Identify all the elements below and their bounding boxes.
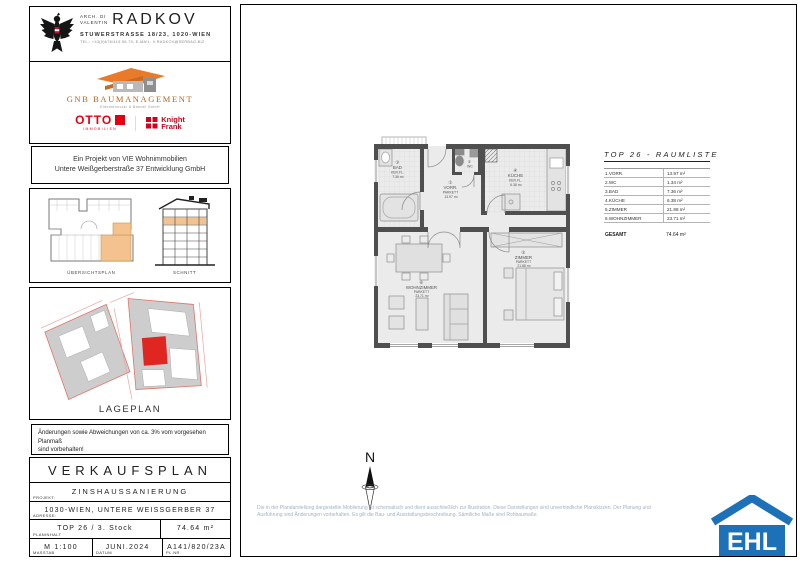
sofa <box>444 294 468 340</box>
title-block <box>29 457 231 557</box>
knight-frank-glyph <box>146 117 158 129</box>
section-diagram <box>153 195 217 267</box>
room-list-total: GESAMT 74.64 m² <box>605 232 686 238</box>
room-label-kueche: ④ KÜCHE KER.FL. 6.38 m² <box>507 168 524 187</box>
room-list-title: TOP 26 - RAUMLISTE <box>604 150 710 162</box>
gnb-logo-subtitle: Eldemanovski & Bandel GmbH <box>100 105 160 109</box>
project-note-line1: Ein Projekt von VIE Wohnimmobilien <box>73 156 187 163</box>
wc-cistern <box>455 148 464 155</box>
scale-value: M 1:100 <box>44 543 78 551</box>
otto-red-square <box>115 115 125 125</box>
title-block-address-row: ADRESSE: 1030-WIEN, UNTERE WEISSGERBER 37 <box>30 501 230 520</box>
room-list-row: 4.KÜCHE 6.38 m² <box>604 196 710 205</box>
kitchen-sink <box>550 158 563 168</box>
architect-contact: TEL.: +43(0)676/415 56 75, E-MAIL: V.RADKOV@SERBAG.BIZ <box>80 40 205 44</box>
room-label-vorraum: ① VORR. PARKETT 13.97 m² <box>442 180 459 199</box>
nightstand <box>504 310 513 320</box>
pillow <box>554 272 562 290</box>
toilet <box>456 156 464 166</box>
wc-sink <box>470 148 478 157</box>
dining-table <box>396 244 442 272</box>
room-list-row: 1.VORR. 13.97 m² <box>604 169 710 178</box>
project-note-line2: Untere Weißgerberstraße 37 Entwicklung GmbH <box>54 166 206 173</box>
overview-plan-label: ÜBERSICHTSPLAN <box>67 270 116 275</box>
plan-content-value: TOP 26 / 3. Stock <box>57 525 133 533</box>
austrian-eagle-emblem <box>38 12 76 58</box>
room-list <box>604 150 719 238</box>
ehl-logo <box>711 495 793 557</box>
nightstand <box>504 268 513 278</box>
balcony <box>382 137 426 145</box>
armchair <box>389 296 404 309</box>
gnb-logo-text: GNB BAUMANAGEMENT <box>66 94 194 104</box>
site-plan-label: LAGEPLAN <box>98 404 162 415</box>
north-label: N <box>364 449 376 465</box>
floor-plan <box>374 136 570 354</box>
total-area-value: 74.64 m² <box>176 525 215 533</box>
kitchen-counter <box>547 148 566 211</box>
knight-frank-logo: Knight Frank <box>135 116 185 131</box>
coffee-table <box>416 298 428 330</box>
address-value: 1030-WIEN, UNTERE WEISSGERBER 37 <box>44 506 216 514</box>
room-label-wc: ② WC <box>467 160 473 169</box>
ehl-logo-text: EHL <box>727 528 777 556</box>
developer-logo-panel <box>29 61 231 144</box>
site-plan-drawing <box>31 288 229 404</box>
architect-header <box>29 6 231 62</box>
change-note: Änderungen sowie Abweichungen von ca. 3% vom vorgesehen Planmaß sind vorbehalten! <box>31 424 229 455</box>
room-list-row: 3.BAD 7.36 m² <box>604 187 710 196</box>
title-block-meta-row: MASSTAB M 1:100 DATUM JUNI.2024 PL.NR. A141/820/23A <box>30 538 230 557</box>
room-list-row: 5.ZIMMER 21.88 m² <box>604 205 710 214</box>
project-note <box>31 146 229 184</box>
bathtub <box>380 194 418 221</box>
project-value: ZINSHAUSSANIERUNG <box>71 487 189 497</box>
otto-immobilien-logo: OTTO IMMOBILIEN <box>75 115 125 131</box>
north-compass <box>352 449 388 511</box>
site-plan-panel <box>29 287 231 420</box>
room-list-row: 6.WOHNZIMMER 23.71 m² <box>604 214 710 223</box>
armchair <box>389 316 404 329</box>
title-block-project-row: PROJEKT: ZINSHAUSSANIERUNG <box>30 482 230 501</box>
highlighted-building <box>142 336 168 366</box>
architect-name: RADKOV <box>112 11 198 28</box>
room-label-zimmer: ⑤ ZIMMER PARKETT 21.88 m² <box>514 250 533 269</box>
room-label-wohnzimmer: ⑥ WOHNZIMMER PARKETT 23.71 m² <box>405 280 438 299</box>
furnishing-disclaimer: Die in der Plandarstellung dargestellte Möblierung ist schematisch und dient ausschließlich zur Illustration. Diese Darstellungen sind unverbindliche Planskizzen. Der Planung und Ausführung sind Änderungen vorbehalten. Es gilt die Bau- und Ausstattungsbeschreibung. Sämtliche Maße sind Rohbaumaße. <box>257 505 651 518</box>
shaft <box>485 149 497 162</box>
date-value: JUNI.2024 <box>105 543 150 551</box>
mini-plans-panel <box>29 188 231 283</box>
gnb-house-illustration <box>91 65 169 93</box>
plan-title: VERKAUFSPLAN <box>47 462 213 478</box>
plan-number-value: A141/820/23A <box>167 543 226 551</box>
architect-address: STUWERSTRASSE 18/23, 1020-WIEN <box>80 32 212 38</box>
pillow <box>554 298 562 316</box>
room-list-row: 2.WC 1.34 m² <box>604 178 710 187</box>
room-label-bad: ③ BAD KER.FL. 7.36 m² <box>391 160 404 179</box>
section-label: SCHNITT <box>173 270 197 275</box>
overview-plan-diagram <box>43 195 139 267</box>
title-block-content-row: PLANINHALT TOP 26 / 3. Stock 74.64 m² <box>30 519 230 538</box>
architect-degree: ARCH. DI VALENTIN <box>80 14 109 25</box>
